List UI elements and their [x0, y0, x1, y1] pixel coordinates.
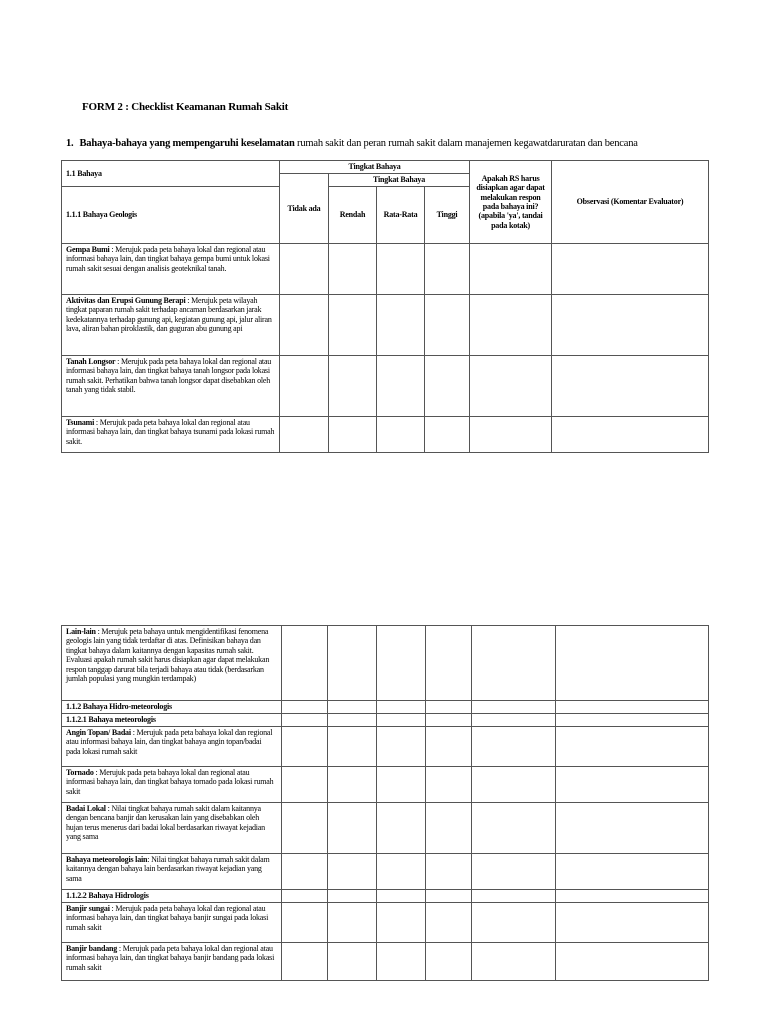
subsection-row: [62, 701, 709, 714]
cell-tidak-ada[interactable]: [282, 626, 328, 701]
cell-rendah[interactable]: [329, 244, 377, 295]
cell-rendah[interactable]: [328, 943, 377, 981]
cell-rendah[interactable]: [328, 903, 377, 943]
cell-rendah[interactable]: [328, 803, 377, 854]
header-rendah: Rendah: [329, 187, 377, 244]
cell-tinggi[interactable]: [426, 903, 472, 943]
cell-tinggi[interactable]: [425, 417, 470, 453]
cell-rendah[interactable]: [329, 356, 377, 417]
subsection-label: 1.1.2.2 Bahaya Hidrologis: [62, 890, 282, 903]
header-tingkat-bahaya-sub: Tingkat Bahaya: [329, 174, 470, 187]
header-apakah-rs: Apakah RS harus disiapkan agar dapat melakukan respon pada bahaya ini? (apabila 'ya', tandai pada kotak): [470, 161, 552, 244]
table-row: [62, 803, 709, 854]
cell-observasi[interactable]: [556, 727, 709, 767]
cell-observasi[interactable]: [556, 903, 709, 943]
cell-observasi[interactable]: [556, 626, 709, 701]
cell-rata-rata[interactable]: [377, 727, 426, 767]
cell-tidak-ada[interactable]: [280, 244, 329, 295]
cell-rata-rata[interactable]: [377, 903, 426, 943]
subsection-label: 1.1.2.1 Bahaya meteorologis: [62, 714, 282, 727]
cell-respon[interactable]: [472, 767, 556, 803]
table-row: [62, 244, 709, 295]
cell-observasi[interactable]: [556, 803, 709, 854]
cell-observasi[interactable]: [556, 943, 709, 981]
cell-rata-rata[interactable]: [377, 356, 425, 417]
cell-rata-rata[interactable]: [377, 767, 426, 803]
hazard-description: Lain-lain : Merujuk peta bahaya untuk mengidentifikasi fenomena geologis lain yang tidak terdaftar di atas. Definisikan bahaya dan tingkat bahaya dalam kaitannya dengan kapasitas rumah sakit. Evaluasi apakah rumah sakit harus disiapkan agar dapat melakukan respon tanggap darurat bila terjadi bahaya atau tidak (berdasarkan jumlah populasi yang mungkin terdampak): [62, 626, 282, 701]
cell-observasi[interactable]: [556, 767, 709, 803]
hazard-description: Gempa Bumi : Merujuk pada peta bahaya lokal dan regional atau informasi bahaya lain, dan tingkat bahaya gempa bumi untuk lokasi rumah sakit sesuai dengan analisis geoteknikal tanah.: [62, 244, 280, 295]
hazard-description: Tanah Longsor : Merujuk pada peta bahaya lokal dan regional atau informasi bahaya lain, dan tingkat bahaya tanah longsor pada lokasi rumah sakit. Perhatikan bahwa tanah longsor dapat disebabkan oleh tanah yang tidak stabil.: [62, 356, 280, 417]
cell-tidak-ada[interactable]: [282, 943, 328, 981]
table-row: [62, 295, 709, 356]
checklist-table-page1: [61, 160, 709, 453]
cell-observasi[interactable]: [556, 854, 709, 890]
cell-observasi[interactable]: [552, 356, 709, 417]
cell-tidak-ada[interactable]: [282, 727, 328, 767]
hazard-description: Badai Lokal : Nilai tingkat bahaya rumah sakit dalam kaitannya dengan bencana banjir dan kerusakan lain yang disebabkan oleh hujan terus menerus dari badai lokal berdasarkan riwayat kejadian yang sama: [62, 803, 282, 854]
cell-observasi[interactable]: [552, 244, 709, 295]
hazard-description: Bahaya meteorologis lain: Nilai tingkat bahaya rumah sakit dalam kaitannya dengan bahaya lain berdasarkan riwayat kejadian yang sama: [62, 854, 282, 890]
cell-tinggi[interactable]: [426, 767, 472, 803]
header-tinggi: Tinggi: [425, 187, 470, 244]
cell-respon[interactable]: [472, 854, 556, 890]
cell-respon[interactable]: [472, 903, 556, 943]
table-row: [62, 417, 709, 453]
hazard-description: Angin Topan/ Badai : Merujuk pada peta bahaya lokal dan regional atau informasi bahaya lain, dan tingkat bahaya angin topan/badai pada lokasi rumah sakit: [62, 727, 282, 767]
cell-tidak-ada[interactable]: [280, 295, 329, 356]
subsection-row: [62, 714, 709, 727]
hazard-description: Tornado : Merujuk pada peta bahaya lokal dan regional atau informasi bahaya lain, dan tingkat bahaya tornado pada lokasi rumah sakit: [62, 767, 282, 803]
cell-rendah[interactable]: [328, 626, 377, 701]
cell-tinggi[interactable]: [426, 626, 472, 701]
subsection-row: [62, 890, 709, 903]
cell-tinggi[interactable]: [426, 803, 472, 854]
cell-rata-rata[interactable]: [377, 943, 426, 981]
cell-observasi[interactable]: [552, 417, 709, 453]
cell-tidak-ada[interactable]: [280, 417, 329, 453]
cell-rendah[interactable]: [328, 854, 377, 890]
cell-observasi[interactable]: [552, 295, 709, 356]
cell-tinggi[interactable]: [426, 854, 472, 890]
section-heading: [66, 138, 756, 149]
cell-respon[interactable]: [472, 803, 556, 854]
table-row: [62, 727, 709, 767]
cell-tinggi[interactable]: [425, 295, 470, 356]
cell-tinggi[interactable]: [425, 356, 470, 417]
cell-rendah[interactable]: [329, 417, 377, 453]
cell-respon[interactable]: [470, 295, 552, 356]
cell-respon[interactable]: [470, 356, 552, 417]
header-tingkat-bahaya: Tingkat Bahaya: [280, 161, 470, 174]
table-row: [62, 903, 709, 943]
cell-tidak-ada[interactable]: [282, 767, 328, 803]
header-observasi: Observasi (Komentar Evaluator): [552, 161, 709, 244]
table-row: [62, 626, 709, 701]
hazard-description: Banjir bandang : Merujuk pada peta bahaya lokal dan regional atau informasi bahaya lain, dan tingkat bahaya banjir bandang pada lokasi rumah sakit: [62, 943, 282, 981]
cell-rata-rata[interactable]: [377, 295, 425, 356]
cell-respon[interactable]: [472, 626, 556, 701]
cell-respon[interactable]: [472, 727, 556, 767]
cell-tidak-ada[interactable]: [282, 903, 328, 943]
cell-tidak-ada[interactable]: [282, 803, 328, 854]
table-row: [62, 943, 709, 981]
header-bahaya: 1.1 Bahaya: [62, 161, 280, 187]
cell-rata-rata[interactable]: [377, 626, 426, 701]
hazard-description: Aktivitas dan Erupsi Gunung Berapi : Merujuk peta wilayah tingkat paparan rumah sakit terhadap ancaman berdasarkan jarak kedekatannya terhadap gunung api, kegiatan gunung api, jalur aliran lava, aliran bahan piroklastik, dan guguran abu gunung api: [62, 295, 280, 356]
cell-tidak-ada[interactable]: [282, 854, 328, 890]
subsection-label: 1.1.2 Bahaya Hidro-meteorologis: [62, 701, 282, 714]
cell-rendah[interactable]: [328, 727, 377, 767]
header-rata-rata: Rata-Rata: [377, 187, 425, 244]
cell-tinggi[interactable]: [426, 727, 472, 767]
hazard-description: Banjir sungai : Merujuk pada peta bahaya lokal dan regional atau informasi bahaya lain, dan tingkat bahaya banjir sungai pada lokasi rumah sakit: [62, 903, 282, 943]
section-rest-text: rumah sakit dan peran rumah sakit dalam manajemen kegawatdaruratan dan bencana: [294, 138, 638, 149]
cell-rendah[interactable]: [328, 767, 377, 803]
cell-tinggi[interactable]: [426, 943, 472, 981]
header-tidak-ada: Tidak ada: [280, 174, 329, 244]
cell-rata-rata[interactable]: [377, 417, 425, 453]
cell-rata-rata[interactable]: [377, 854, 426, 890]
cell-rata-rata[interactable]: [377, 244, 425, 295]
cell-rendah[interactable]: [329, 295, 377, 356]
table-row: [62, 854, 709, 890]
cell-rata-rata[interactable]: [377, 803, 426, 854]
checklist-table-page2: [61, 625, 709, 981]
cell-respon[interactable]: [470, 244, 552, 295]
table-row: [62, 767, 709, 803]
header-geologis: 1.1.1 Bahaya Geologis: [62, 187, 280, 244]
cell-respon[interactable]: [472, 943, 556, 981]
hazard-description: Tsunami : Merujuk pada peta bahaya lokal dan regional atau informasi bahaya lain, dan tingkat bahaya tsunami pada lokasi rumah sakit.: [62, 417, 280, 453]
cell-tidak-ada[interactable]: [280, 356, 329, 417]
cell-tinggi[interactable]: [425, 244, 470, 295]
table-row: [62, 356, 709, 417]
section-bold-text: Bahaya-bahaya yang mempengaruhi keselamatan: [79, 138, 295, 149]
cell-respon[interactable]: [470, 417, 552, 453]
section-number: 1.: [66, 138, 74, 149]
form-title: FORM 2 : Checklist Keamanan Rumah Sakit: [82, 101, 289, 113]
